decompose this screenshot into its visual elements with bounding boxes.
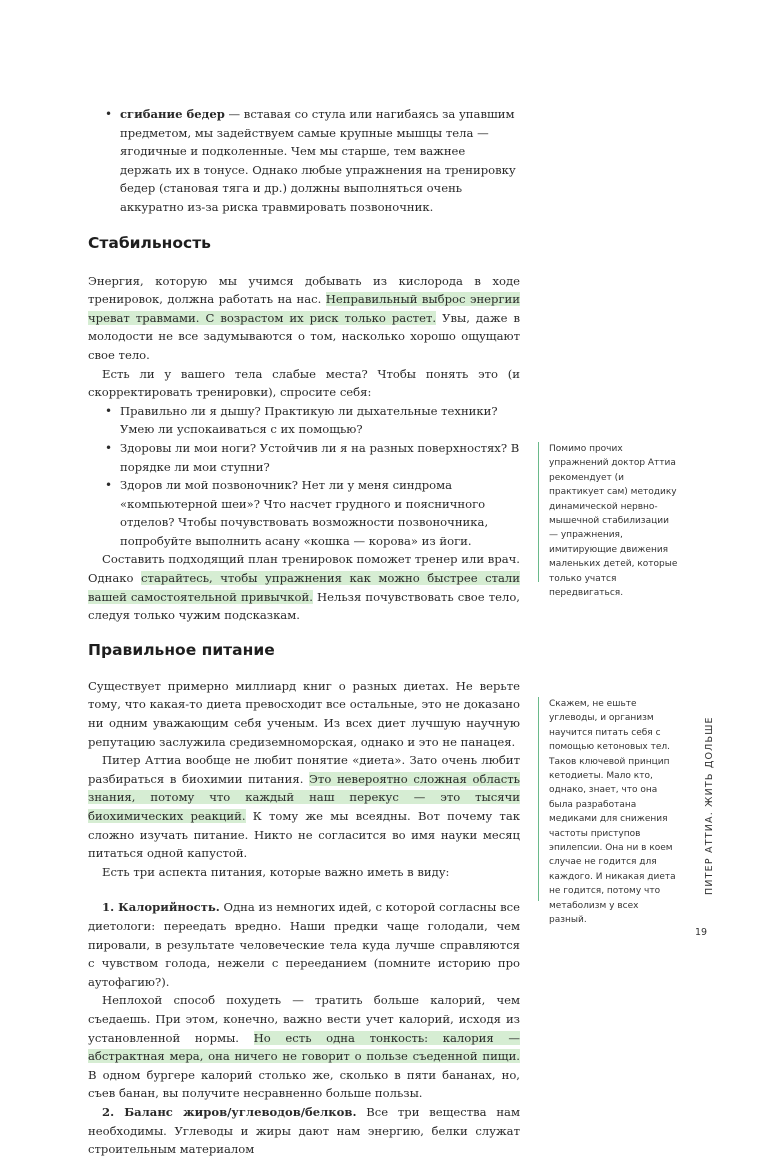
section-heading-stability: Стабильность <box>88 233 211 252</box>
paragraph: Есть три аспекта питания, которые важно иметь в виду: <box>102 864 450 879</box>
bullet-text: — вставая со стула или нагибаясь за упавшим предметом, мы задействуем самые крупные мышцы тела — ягодичные и подколенные. Чем мы старше, тем важнее держать их в тонусе. Однако любые упражнения на тренировку бедер (становая тяга и др.) должны выполняться очень аккуратно из-за риска травмировать позвоночник. <box>120 107 516 214</box>
running-header <box>700 716 720 895</box>
point-title: 2. Баланс жиров/углеводов/белков. <box>102 1104 357 1119</box>
top-bullet-list <box>88 105 520 217</box>
text-run: В одном бургере калорий столько же, сколько в пяти бананах, но, съев банан, вы получите несравненно больше пользы. <box>88 1067 520 1101</box>
list-item: • Здоров ли мой позвоночник? Нет ли у меня синдрома «компьютерной шеи»? Что насчет грудного и поясничного отделов? Чтобы почувствовать возможности позвоночника, попробуйте выполнить асану «кошка — корова» из йоги. <box>88 476 520 550</box>
text-run: К тому же мы всеядны. Вот почему так сложно изучать питание. Никто не согласится во имя науки месяц питаться одной капустой. <box>88 809 520 861</box>
text-run: Составить подходящий план тренировок поможет тренер или врач. Однако <box>88 552 520 586</box>
paragraph <box>88 751 520 863</box>
text-run: Увы, даже в молодости не все задумываются о том, насколько хорошо ощущают свое тело. <box>88 310 520 362</box>
paragraph <box>88 991 520 1103</box>
paragraph <box>88 550 520 624</box>
spacer <box>88 881 520 898</box>
text-run: Неплохой способ похудеть — тратить больше калорий, чем съедаешь. При этом, конечно, важно вести учет калорий, исходя из установленной нормы. <box>88 993 520 1045</box>
text-run: Энергия, которую мы учимся добывать из кислорода в ходе тренировок, должна работать на нас. <box>88 273 520 307</box>
sidenote-keto: Скажем, не ешьте углеводы, и организм научится питать себя с помощью кетоновых тел. Таков ключевой принцип кетодиеты. Мало кто, однако, знает, что она была разработана медиками для снижения частоты приступов эпилепсии. Она ни в коем случае не годится для каждого. И никакая диета не годится, потому что метаболизм у всех разный. <box>538 697 679 901</box>
main-text-column <box>88 105 520 1159</box>
paragraph <box>88 272 520 365</box>
text-run: Одна из немногих идей, с которой согласны все диетологи: переедать вредно. Наши предки чаще голодали, чем пировали, в результате человеческие тела куда лучше справляются с чувством голода, нежели с перееданием (помните историю про аутофагию?). <box>88 900 520 989</box>
self-check-list <box>88 402 520 551</box>
paragraph-balance <box>88 1103 520 1159</box>
highlighted-text: Но есть одна тонкость: калория — абстрактная мера, она ничего не говорит о пользе съеденной пищи. <box>88 1030 520 1064</box>
text-run: Нельзя почувствовать свое тело, следуя только чужим подсказкам. <box>88 589 520 623</box>
paragraph: Существует примерно миллиард книг о разных диетах. Не верьте тому, что какая-то диета превосходит все остальные, это не доказано ни одним уважающим себя ученым. Из всех диет лучшую научную репутацию заслужила средиземноморская, однако и это не панацея. <box>88 678 520 749</box>
section-heading-nutrition: Правильное питание <box>88 640 275 659</box>
bullet-term: сгибание бедер <box>120 107 225 121</box>
sidenote-stabilization: Помимо прочих упражнений доктор Аттиа рекомендует (и практикует сам) методику динамической нервно-мышечной стабилизации — упражнения, имитирующие движения маленьких детей, которые только учатся передвигаться. <box>538 442 679 582</box>
running-header-text: ПИТЕР АТТИА. ЖИТЬ ДОЛЬШЕ <box>704 716 715 895</box>
page-number: 19 <box>695 927 708 938</box>
text-run: Питер Аттиа вообще не любит понятие «диета». Зато очень любит разбираться в биохимии питания. <box>88 753 520 786</box>
list-item: • Здоровы ли мои ноги? Устойчив ли я на разных поверхностях? В порядке ли мои ступни? <box>88 439 520 476</box>
paragraph: Есть ли у вашего тела слабые места? Чтобы понять это (и скорректировать тренировки), спросите себя: <box>88 366 520 400</box>
text-run: Все три вещества нам необходимы. Углеводы и жиры дают нам энергию, белки служат строительным материалом <box>88 1104 520 1157</box>
highlighted-text: Неправильный выброс энергии чреват травмами. С возрастом их риск только растет. <box>88 292 520 325</box>
bullet-hip-flexion <box>88 105 520 217</box>
list-item: • Правильно ли я дышу? Практикую ли дыхательные техники? Умею ли успокаиваться с их помощью? <box>88 402 520 439</box>
point-title: 1. Калорийность. <box>102 900 220 915</box>
highlighted-text: старайтесь, чтобы упражнения как можно быстрее стали вашей самостоятельной привычкой. <box>88 571 520 604</box>
paragraph-calories <box>88 898 520 991</box>
highlighted-text: Это невероятно сложная область знания, потому что каждый наш перекус — это тысячи биохимических реакций. <box>88 771 520 823</box>
